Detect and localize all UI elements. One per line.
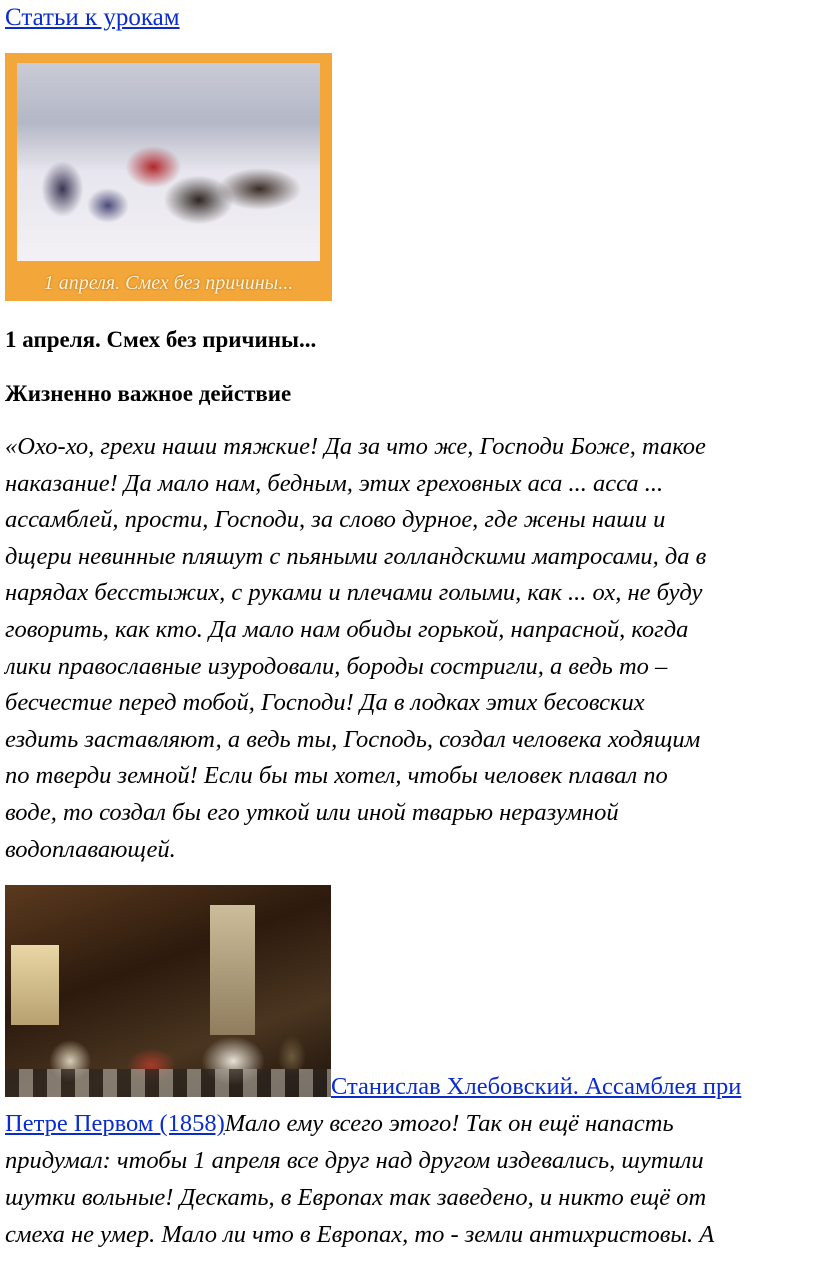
para2-first-text: Мало ему всего этого! Так он ещё напасть — [224, 1110, 674, 1137]
quote-line: говорить, как кто. Да мало нам обиды горькой, напрасной, когда — [5, 615, 689, 643]
assembly-painting-image[interactable] — [5, 885, 331, 1097]
quote-line: по тверди земной! Если бы ты хотел, чтобы человек плавал по — [5, 762, 668, 790]
para2-line — [5, 1068, 811, 1105]
para2-line: придумал: чтобы 1 апреля все друг над другом издевались, шутили — [5, 1147, 704, 1174]
second-paragraph — [5, 1068, 811, 1253]
para2-line: шутки вольные! Дескать, в Европах так заведено, и никто ещё от — [5, 1184, 707, 1211]
quote-line: водоплавающей. — [5, 835, 176, 863]
painting-scene — [17, 63, 320, 261]
quote-line: воде, то создал бы его уткой или иной тварью неразумной — [5, 798, 619, 826]
article-subtitle: Жизненно важное действие — [5, 381, 292, 406]
quote-line: бесчестие перед тобой, Господи! Да в лодках этих бесовских — [5, 689, 645, 717]
para2-line — [5, 1105, 811, 1142]
para2-line: смеха не умер. Мало ли что в Европах, то - земли антихристовы. А — [5, 1221, 715, 1248]
quote-line: ездить заставляют, а ведь ты, Господь, создал человека ходящим — [5, 725, 701, 753]
quote-paragraph — [5, 429, 811, 868]
article-title: 1 апреля. Смех без причины... — [5, 327, 317, 352]
procession-crowd — [17, 123, 320, 233]
quote-line: «Охо-хо, грехи наши тяжкие! Да за что же, Господи Боже, такое — [5, 433, 706, 460]
article-illustration-image — [5, 53, 332, 301]
quote-line: наказание! Да мало нам, бедным, этих греховных аса ... асса ... — [5, 469, 664, 497]
painting-link-part1[interactable]: Станислав Хлебовский. Ассамблея при — [331, 1073, 742, 1100]
illustration-caption: 1 апреля. Смех без причины... — [43, 272, 294, 294]
quote-line: нарядах бесстыжих, с руками и плечами голыми, как ... ох, не буду — [5, 579, 703, 607]
painting-link-part2[interactable]: Петре Первом (1858) — [5, 1110, 225, 1137]
articles-link[interactable]: Статьи к урокам — [5, 4, 180, 31]
quote-line: ассамблей, прости, Господи, за слово дурное, где жены наши и — [5, 506, 666, 534]
quote-line: лики православные изуродовали, бороды состригли, а ведь то – — [5, 652, 668, 680]
quote-line: дщери невинные пляшут с пьяными голландскими матросами, да в — [5, 542, 707, 570]
